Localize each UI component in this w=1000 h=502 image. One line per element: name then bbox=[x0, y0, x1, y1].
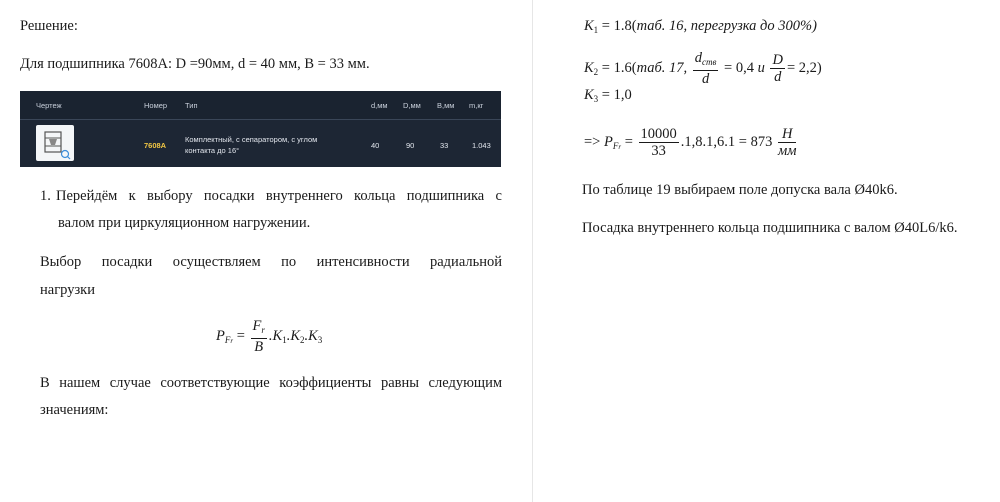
para1-line1: Выбор посадки осуществляем по интенсивности радиальной bbox=[40, 254, 502, 270]
value-D: 90 bbox=[406, 141, 415, 150]
load-intensity-formula: $P_{Fr}$ = $\frac{F_r}{B}$ $.K_1.K_2.K_3$ bbox=[216, 318, 323, 355]
calc-fraction: $\frac{10000}{33}$ bbox=[640, 126, 677, 159]
k3-formula: $K_3 = 1,0$ bbox=[584, 87, 632, 104]
bearing-type-line2: контакта до 16° bbox=[185, 146, 240, 155]
step1-line2: валом при циркуляционном нагружении. bbox=[58, 215, 311, 231]
para2-line2: значениям: bbox=[40, 402, 109, 418]
col-d: d,мм bbox=[371, 101, 388, 110]
col-m: m,кг bbox=[469, 101, 484, 110]
col-B: B,мм bbox=[437, 101, 455, 110]
para2-line1: В нашем случае соответствующие коэффициенты равны следующим bbox=[40, 375, 502, 391]
load-calculation: => $P_{Fr}$ = $\frac{10000}{33}$ .1,8.1,6.1 = 873 $\frac{Н}{мм}$ bbox=[584, 126, 797, 159]
value-m: 1.043 bbox=[472, 141, 491, 150]
col-type: Тип bbox=[185, 101, 198, 110]
table-header bbox=[20, 91, 501, 119]
k2-fraction-D: $\frac{D}{d}$ bbox=[772, 52, 783, 85]
step1-marker: 1. bbox=[40, 188, 51, 204]
step1-line1: Перейдём к выбору посадки внутреннего кольца подшипника с bbox=[56, 188, 502, 204]
k1-formula: $K_1 = 1.8(таб$. 16, перегрузка до 300%) bbox=[584, 18, 817, 35]
value-d: 40 bbox=[371, 141, 380, 150]
bearing-dimensions-line: Для подшипника 7608А: D =90мм, d = 40 мм, B = 33 мм. bbox=[20, 56, 370, 72]
calc-unit-fraction: $\frac{Н}{мм}$ bbox=[777, 126, 797, 159]
solution-heading: Решение: bbox=[20, 18, 78, 34]
col-drawing: Чертеж bbox=[36, 101, 62, 110]
col-number: Номер bbox=[144, 101, 168, 110]
table-header-rule bbox=[20, 119, 501, 120]
bearing-table-image bbox=[20, 91, 501, 167]
fit-line: Посадка внутреннего кольца подшипника с валом Ø40L6/k6. bbox=[582, 220, 958, 236]
bearing-drawing-thumbnail bbox=[36, 125, 74, 161]
bearing-number: 7608A bbox=[144, 141, 167, 150]
k2-fraction-d: $\frac{d_{ств}}{d}$ bbox=[694, 50, 717, 87]
value-B: 33 bbox=[440, 141, 449, 150]
bearing-type-line1: Комплектный, с сепаратором, с углом bbox=[185, 135, 318, 144]
column-divider bbox=[532, 0, 533, 502]
para1-line2: нагрузки bbox=[40, 282, 95, 298]
shaft-tolerance-line: По таблице 19 выбираем поле допуска вала Ø40k6. bbox=[582, 182, 898, 198]
k2-formula: $K_2 = 1.6(таб$. 17, $\frac{d_{ств}}{d}$ = 0,4 и $\frac{D}{d}$ = 2,2) bbox=[584, 50, 822, 87]
col-D: D,мм bbox=[403, 101, 421, 110]
bearing-icon bbox=[36, 125, 74, 161]
formula-fraction: $\frac{F_r}{B}$ bbox=[252, 318, 265, 355]
